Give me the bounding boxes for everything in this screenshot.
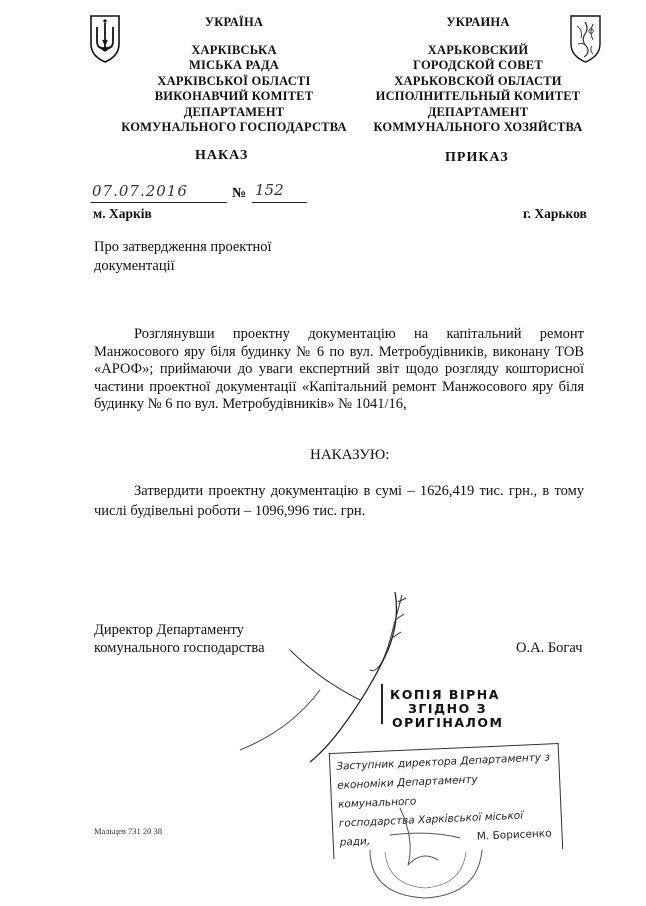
executor-note: Мальцев 731 20 38 [94, 826, 162, 836]
order-item: Затвердити проектну документацію в сумі – 1626,419 тис. грн., в тому числі будівельні роботи – 1096,996 тис. грн. [94, 483, 584, 519]
header-left-line: ДЕПАРТАМЕНТ [183, 104, 285, 119]
order-word-ua: НАКАЗ [195, 148, 249, 163]
certification-signer: М. Борисенко [476, 827, 552, 843]
subject-line: Про затвердження проектної [94, 239, 272, 255]
number-handwritten: 152 [255, 181, 284, 199]
header-left-line: ВИКОНАВЧИЙ КОМІТЕТ [154, 89, 314, 103]
number-underline [252, 202, 307, 203]
preamble-paragraph: Розглянувши проектну документацію на капітальний ремонт Манжосового яру біля будинку № 6 по вул. Метробудівників, виконану ТОВ «АРОФ»; приймаючи до уваги експертний звіт щодо розгляду кошторисної частини проектної документації «Капітальний ремонт Манжосового яру біля будинку № 6 по вул. Метробудівників» № 1041/16, [94, 326, 584, 412]
number-label: № [232, 186, 247, 201]
header-right-line: ГОРОДСКОЙ СОВЕТ [413, 58, 543, 72]
city-right: г. Харьков [523, 206, 587, 221]
copy-stamp-line: ОРИГІНАЛОМ [392, 715, 504, 730]
round-seal [360, 790, 490, 900]
header-right-line: КОММУНАЛЬНОГО ХОЗЯЙСТВА [373, 120, 583, 134]
signature-position-line: комунального господарства [94, 639, 265, 656]
header-left-line: МІСЬКА РАДА [188, 58, 280, 72]
country-ua: УКРАЇНА [204, 15, 264, 29]
header-left-line: ХАРКІВСЬКА [191, 42, 277, 57]
copy-stamp-line: ЗГІДНО З [408, 701, 487, 716]
certification-line: Заступник директора Департаменту з [336, 751, 551, 773]
header-right-line: ДЕПАРТАМЕНТ [427, 104, 529, 119]
date-underline [91, 202, 227, 203]
signature-position-line: Директор Департаменту [94, 622, 244, 638]
header-left-line: ХАРКІВСЬКОЇ ОБЛАСТІ [157, 73, 311, 88]
subject [94, 238, 272, 276]
subject-line: документації [94, 258, 175, 274]
country-ru: УКРАИНА [446, 15, 510, 29]
header-left-line: КОМУНАЛЬНОГО ГОСПОДАРСТВА [121, 120, 347, 134]
city-left: м. Харків [93, 206, 152, 221]
order-word-ru: ПРИКАЗ [445, 150, 509, 165]
header-right-line: ХАРЬКОВСКОЙ ОБЛАСТИ [394, 73, 562, 88]
certification-line: господарства Харківської міської ради, [338, 809, 524, 849]
header-left [110, 15, 358, 136]
signature-name: О.А. Богач [516, 640, 583, 656]
date-handwritten: 07.07.2016 [92, 182, 188, 200]
certification-line: економіки Департаменту комунального [336, 773, 478, 811]
header-right-line: ИСПОЛНИТЕЛЬНЫЙ КОМИТЕТ [375, 89, 581, 103]
copy-stamp [388, 688, 503, 730]
copy-stamp-line: КОПІЯ ВІРНА [390, 687, 500, 702]
order-heading: НАКАЗУЮ: [310, 447, 390, 463]
header-right [362, 15, 594, 136]
copy-stamp-bar [381, 684, 386, 724]
header-right-line: ХАРЬКОВСКИЙ [427, 42, 529, 57]
